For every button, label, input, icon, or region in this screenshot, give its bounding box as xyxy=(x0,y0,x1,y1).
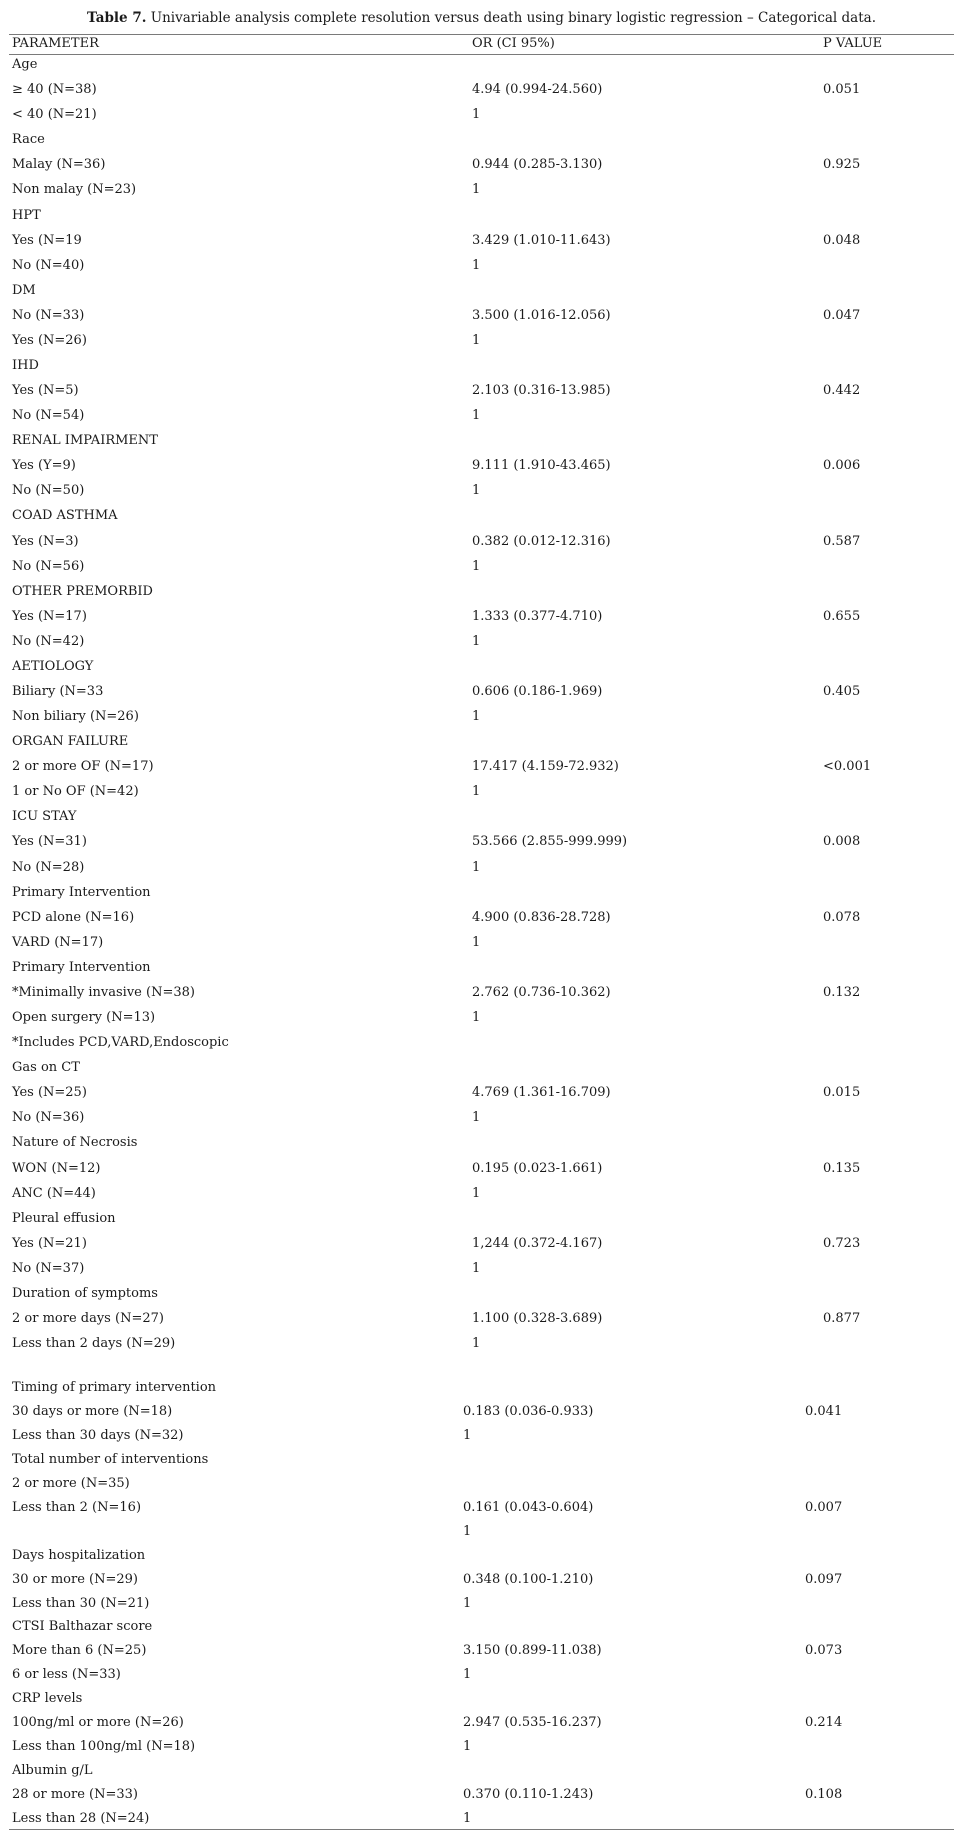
cell-or-ci: 1 xyxy=(472,257,481,273)
table-caption-text: Univariable analysis complete resolution versus death using binary logistic regression – Categorical data. xyxy=(146,10,876,26)
cell-parameter: No (N=36) xyxy=(12,1110,85,1126)
cell-p-value: 0.655 xyxy=(823,608,861,624)
cell-parameter: Malay (N=36) xyxy=(12,157,106,173)
cell-parameter: Yes (N=25) xyxy=(12,1085,87,1101)
cell-parameter: Age xyxy=(12,57,38,72)
cell-or-ci: 1 xyxy=(463,1811,472,1826)
cell-or-ci: 17.417 (4.159-72.932) xyxy=(472,759,619,775)
cell-or-ci: 53.566 (2.855-999.999) xyxy=(472,834,628,850)
cell-parameter: Primary Intervention xyxy=(12,959,151,975)
cell-parameter: Less than 30 (N=21) xyxy=(12,1595,150,1611)
cell-parameter: Non malay (N=23) xyxy=(12,182,137,198)
cell-or-ci: 3.150 (0.899-11.038) xyxy=(463,1643,602,1659)
cell-or-ci: 1 xyxy=(472,859,481,875)
cell-or-ci: 1 xyxy=(472,1010,481,1025)
cell-parameter: Less than 28 (N=24) xyxy=(12,1811,150,1826)
cell-p-value: 0.008 xyxy=(823,834,861,850)
cell-or-ci: 2.103 (0.316-13.985) xyxy=(472,383,611,398)
cell-p-value: 0.925 xyxy=(823,157,861,173)
cell-parameter: No (N=28) xyxy=(12,859,85,875)
cell-parameter: Pleural effusion xyxy=(12,1210,116,1226)
cell-or-ci: 1 xyxy=(463,1739,472,1755)
cell-parameter: No (N=42) xyxy=(12,633,85,649)
cell-or-ci: 0.382 (0.012-12.316) xyxy=(472,533,611,549)
cell-parameter: Primary Intervention xyxy=(12,884,151,900)
cell-or-ci: 1 xyxy=(472,408,481,424)
cell-or-ci: 1 xyxy=(463,1523,472,1539)
cell-parameter: 2 or more (N=35) xyxy=(12,1475,130,1491)
cell-parameter: Yes (N=31) xyxy=(12,834,87,850)
cell-or-ci: 1 xyxy=(472,633,481,649)
cell-or-ci: 4.900 (0.836-28.728) xyxy=(472,909,611,925)
cell-parameter: 2 or more OF (N=17) xyxy=(12,759,154,775)
cell-p-value: 0.877 xyxy=(823,1310,861,1326)
cell-or-ci: 1 xyxy=(472,182,481,198)
cell-parameter: ANC (N=44) xyxy=(12,1185,96,1201)
cell-parameter: 28 or more (N=33) xyxy=(12,1787,138,1803)
cell-parameter: More than 6 (N=25) xyxy=(12,1643,147,1659)
cell-parameter: 6 or less (N=33) xyxy=(12,1667,121,1683)
header-or-ci: OR (CI 95%) xyxy=(472,36,555,51)
cell-parameter: Days hospitalization xyxy=(12,1547,146,1563)
cell-parameter: Yes (N=26) xyxy=(12,332,87,348)
cell-parameter: IHD xyxy=(12,357,39,373)
cell-or-ci: 1.333 (0.377-4.710) xyxy=(472,608,603,624)
header-p-value: P VALUE xyxy=(823,36,883,51)
cell-parameter: VARD (N=17) xyxy=(12,934,104,950)
cell-parameter: 100ng/ml or more (N=26) xyxy=(12,1715,184,1731)
cell-parameter: 30 days or more (N=18) xyxy=(12,1403,173,1419)
header-parameter: PARAMETER xyxy=(12,36,99,51)
cell-parameter: Nature of Necrosis xyxy=(12,1135,138,1151)
cell-p-value: 0.723 xyxy=(823,1235,861,1251)
cell-parameter: Yes (N=3) xyxy=(12,533,79,549)
cell-or-ci: 3.429 (1.010-11.643) xyxy=(472,232,611,248)
cell-or-ci: 1 xyxy=(472,1110,481,1126)
cell-p-value: 0.006 xyxy=(823,458,861,474)
cell-parameter: Albumin g/L xyxy=(12,1763,93,1779)
cell-or-ci: 0.348 (0.100-1.210) xyxy=(463,1571,594,1587)
cell-or-ci: 0.183 (0.036-0.933) xyxy=(463,1403,594,1419)
cell-parameter: 2 or more days (N=27) xyxy=(12,1310,164,1326)
cell-or-ci: 1 xyxy=(463,1595,472,1611)
cell-p-value: 0.442 xyxy=(823,383,861,398)
cell-parameter: Yes (N=17) xyxy=(12,608,87,624)
cell-p-value: 0.135 xyxy=(823,1160,861,1176)
cell-or-ci: 0.944 (0.285-3.130) xyxy=(472,157,603,173)
cell-or-ci: 1 xyxy=(472,483,481,499)
cell-parameter: ≥ 40 (N=38) xyxy=(12,82,97,98)
cell-or-ci: 4.94 (0.994-24.560) xyxy=(472,82,603,98)
cell-or-ci: 0.606 (0.186-1.969) xyxy=(472,684,603,699)
cell-parameter: Timing of primary intervention xyxy=(12,1380,217,1395)
cell-parameter: DM xyxy=(12,282,36,298)
cell-or-ci: 1 xyxy=(472,332,481,348)
cell-p-value: <0.001 xyxy=(823,759,872,775)
cell-parameter: Open surgery (N=13) xyxy=(12,1010,156,1025)
cell-or-ci: 1 xyxy=(472,107,481,123)
cell-parameter: Less than 100ng/ml (N=18) xyxy=(12,1739,196,1755)
cell-or-ci: 1 xyxy=(472,1260,481,1276)
cell-p-value: 0.073 xyxy=(805,1643,843,1659)
cell-p-value: 0.587 xyxy=(823,533,861,549)
cell-parameter: Non biliary (N=26) xyxy=(12,709,139,724)
cell-or-ci: 2.762 (0.736-10.362) xyxy=(472,984,611,1000)
cell-parameter: 1 or No OF (N=42) xyxy=(12,784,139,800)
cell-parameter: Race xyxy=(12,132,45,148)
cell-or-ci: 1 xyxy=(463,1667,472,1683)
cell-parameter: No (N=33) xyxy=(12,307,85,323)
cell-parameter: Less than 30 days (N=32) xyxy=(12,1427,184,1443)
cell-parameter: Duration of symptoms xyxy=(12,1285,158,1301)
cell-p-value: 0.214 xyxy=(805,1715,843,1731)
cell-or-ci: 0.195 (0.023-1.661) xyxy=(472,1160,603,1176)
cell-or-ci: 0.161 (0.043-0.604) xyxy=(463,1499,594,1515)
cell-parameter: Yes (N=5) xyxy=(12,383,79,398)
table-header-rule xyxy=(9,54,954,55)
cell-parameter: Less than 2 days (N=29) xyxy=(12,1336,176,1351)
cell-parameter: 30 or more (N=29) xyxy=(12,1571,138,1587)
cell-parameter: ORGAN FAILURE xyxy=(12,734,129,750)
cell-parameter: No (N=37) xyxy=(12,1260,85,1276)
cell-parameter: COAD ASTHMA xyxy=(12,508,118,524)
cell-parameter: *Minimally invasive (N=38) xyxy=(12,984,195,1000)
cell-parameter: Total number of interventions xyxy=(12,1451,209,1467)
table-top-rule xyxy=(9,34,954,35)
cell-parameter: OTHER PREMORBID xyxy=(12,583,153,599)
cell-parameter: ICU STAY xyxy=(12,809,77,825)
cell-or-ci: 1 xyxy=(472,784,481,800)
cell-parameter: RENAL IMPAIRMENT xyxy=(12,433,158,449)
cell-parameter: Yes (N=19 xyxy=(12,232,82,248)
table-bottom-rule xyxy=(9,1829,954,1830)
cell-parameter: AETIOLOGY xyxy=(12,658,94,674)
cell-parameter: *Includes PCD,VARD,Endoscopic xyxy=(12,1035,229,1051)
cell-or-ci: 0.370 (0.110-1.243) xyxy=(463,1787,594,1803)
cell-p-value: 0.015 xyxy=(823,1085,861,1101)
cell-parameter: WON (N=12) xyxy=(12,1160,101,1176)
cell-p-value: 0.078 xyxy=(823,909,861,925)
cell-parameter: Biliary (N=33 xyxy=(12,684,104,699)
table-caption-label: Table 7. xyxy=(86,10,147,26)
cell-parameter: PCD alone (N=16) xyxy=(12,909,135,925)
cell-parameter: No (N=56) xyxy=(12,558,85,574)
cell-parameter: Gas on CT xyxy=(12,1060,80,1076)
cell-parameter: No (N=54) xyxy=(12,408,85,424)
table-caption xyxy=(0,10,963,26)
cell-parameter: CRP levels xyxy=(12,1691,83,1707)
cell-p-value: 0.051 xyxy=(823,82,861,98)
cell-parameter: Yes (Y=9) xyxy=(12,458,76,474)
cell-parameter: No (N=40) xyxy=(12,257,85,273)
cell-or-ci: 1 xyxy=(472,1336,481,1351)
cell-or-ci: 1,244 (0.372-4.167) xyxy=(472,1235,603,1251)
cell-p-value: 0.132 xyxy=(823,984,861,1000)
cell-or-ci: 1 xyxy=(472,1185,481,1201)
cell-or-ci: 1 xyxy=(472,934,481,950)
cell-p-value: 0.108 xyxy=(805,1787,843,1803)
cell-or-ci: 1 xyxy=(463,1427,472,1443)
cell-or-ci: 4.769 (1.361-16.709) xyxy=(472,1085,611,1101)
cell-or-ci: 1.100 (0.328-3.689) xyxy=(472,1310,603,1326)
cell-or-ci: 2.947 (0.535-16.237) xyxy=(463,1715,602,1731)
cell-parameter: Less than 2 (N=16) xyxy=(12,1499,142,1515)
cell-p-value: 0.097 xyxy=(805,1571,843,1587)
cell-parameter: Yes (N=21) xyxy=(12,1235,87,1251)
cell-or-ci: 9.111 (1.910-43.465) xyxy=(472,458,611,474)
cell-p-value: 0.405 xyxy=(823,684,861,699)
cell-p-value: 0.007 xyxy=(805,1499,843,1515)
cell-parameter: CTSI Balthazar score xyxy=(12,1619,153,1635)
cell-or-ci: 3.500 (1.016-12.056) xyxy=(472,307,611,323)
cell-parameter: < 40 (N=21) xyxy=(12,107,97,123)
cell-parameter: HPT xyxy=(12,207,41,223)
cell-p-value: 0.048 xyxy=(823,232,861,248)
cell-or-ci: 1 xyxy=(472,558,481,574)
cell-parameter: No (N=50) xyxy=(12,483,85,499)
cell-or-ci: 1 xyxy=(472,709,481,724)
cell-p-value: 0.047 xyxy=(823,307,861,323)
cell-p-value: 0.041 xyxy=(805,1403,843,1419)
